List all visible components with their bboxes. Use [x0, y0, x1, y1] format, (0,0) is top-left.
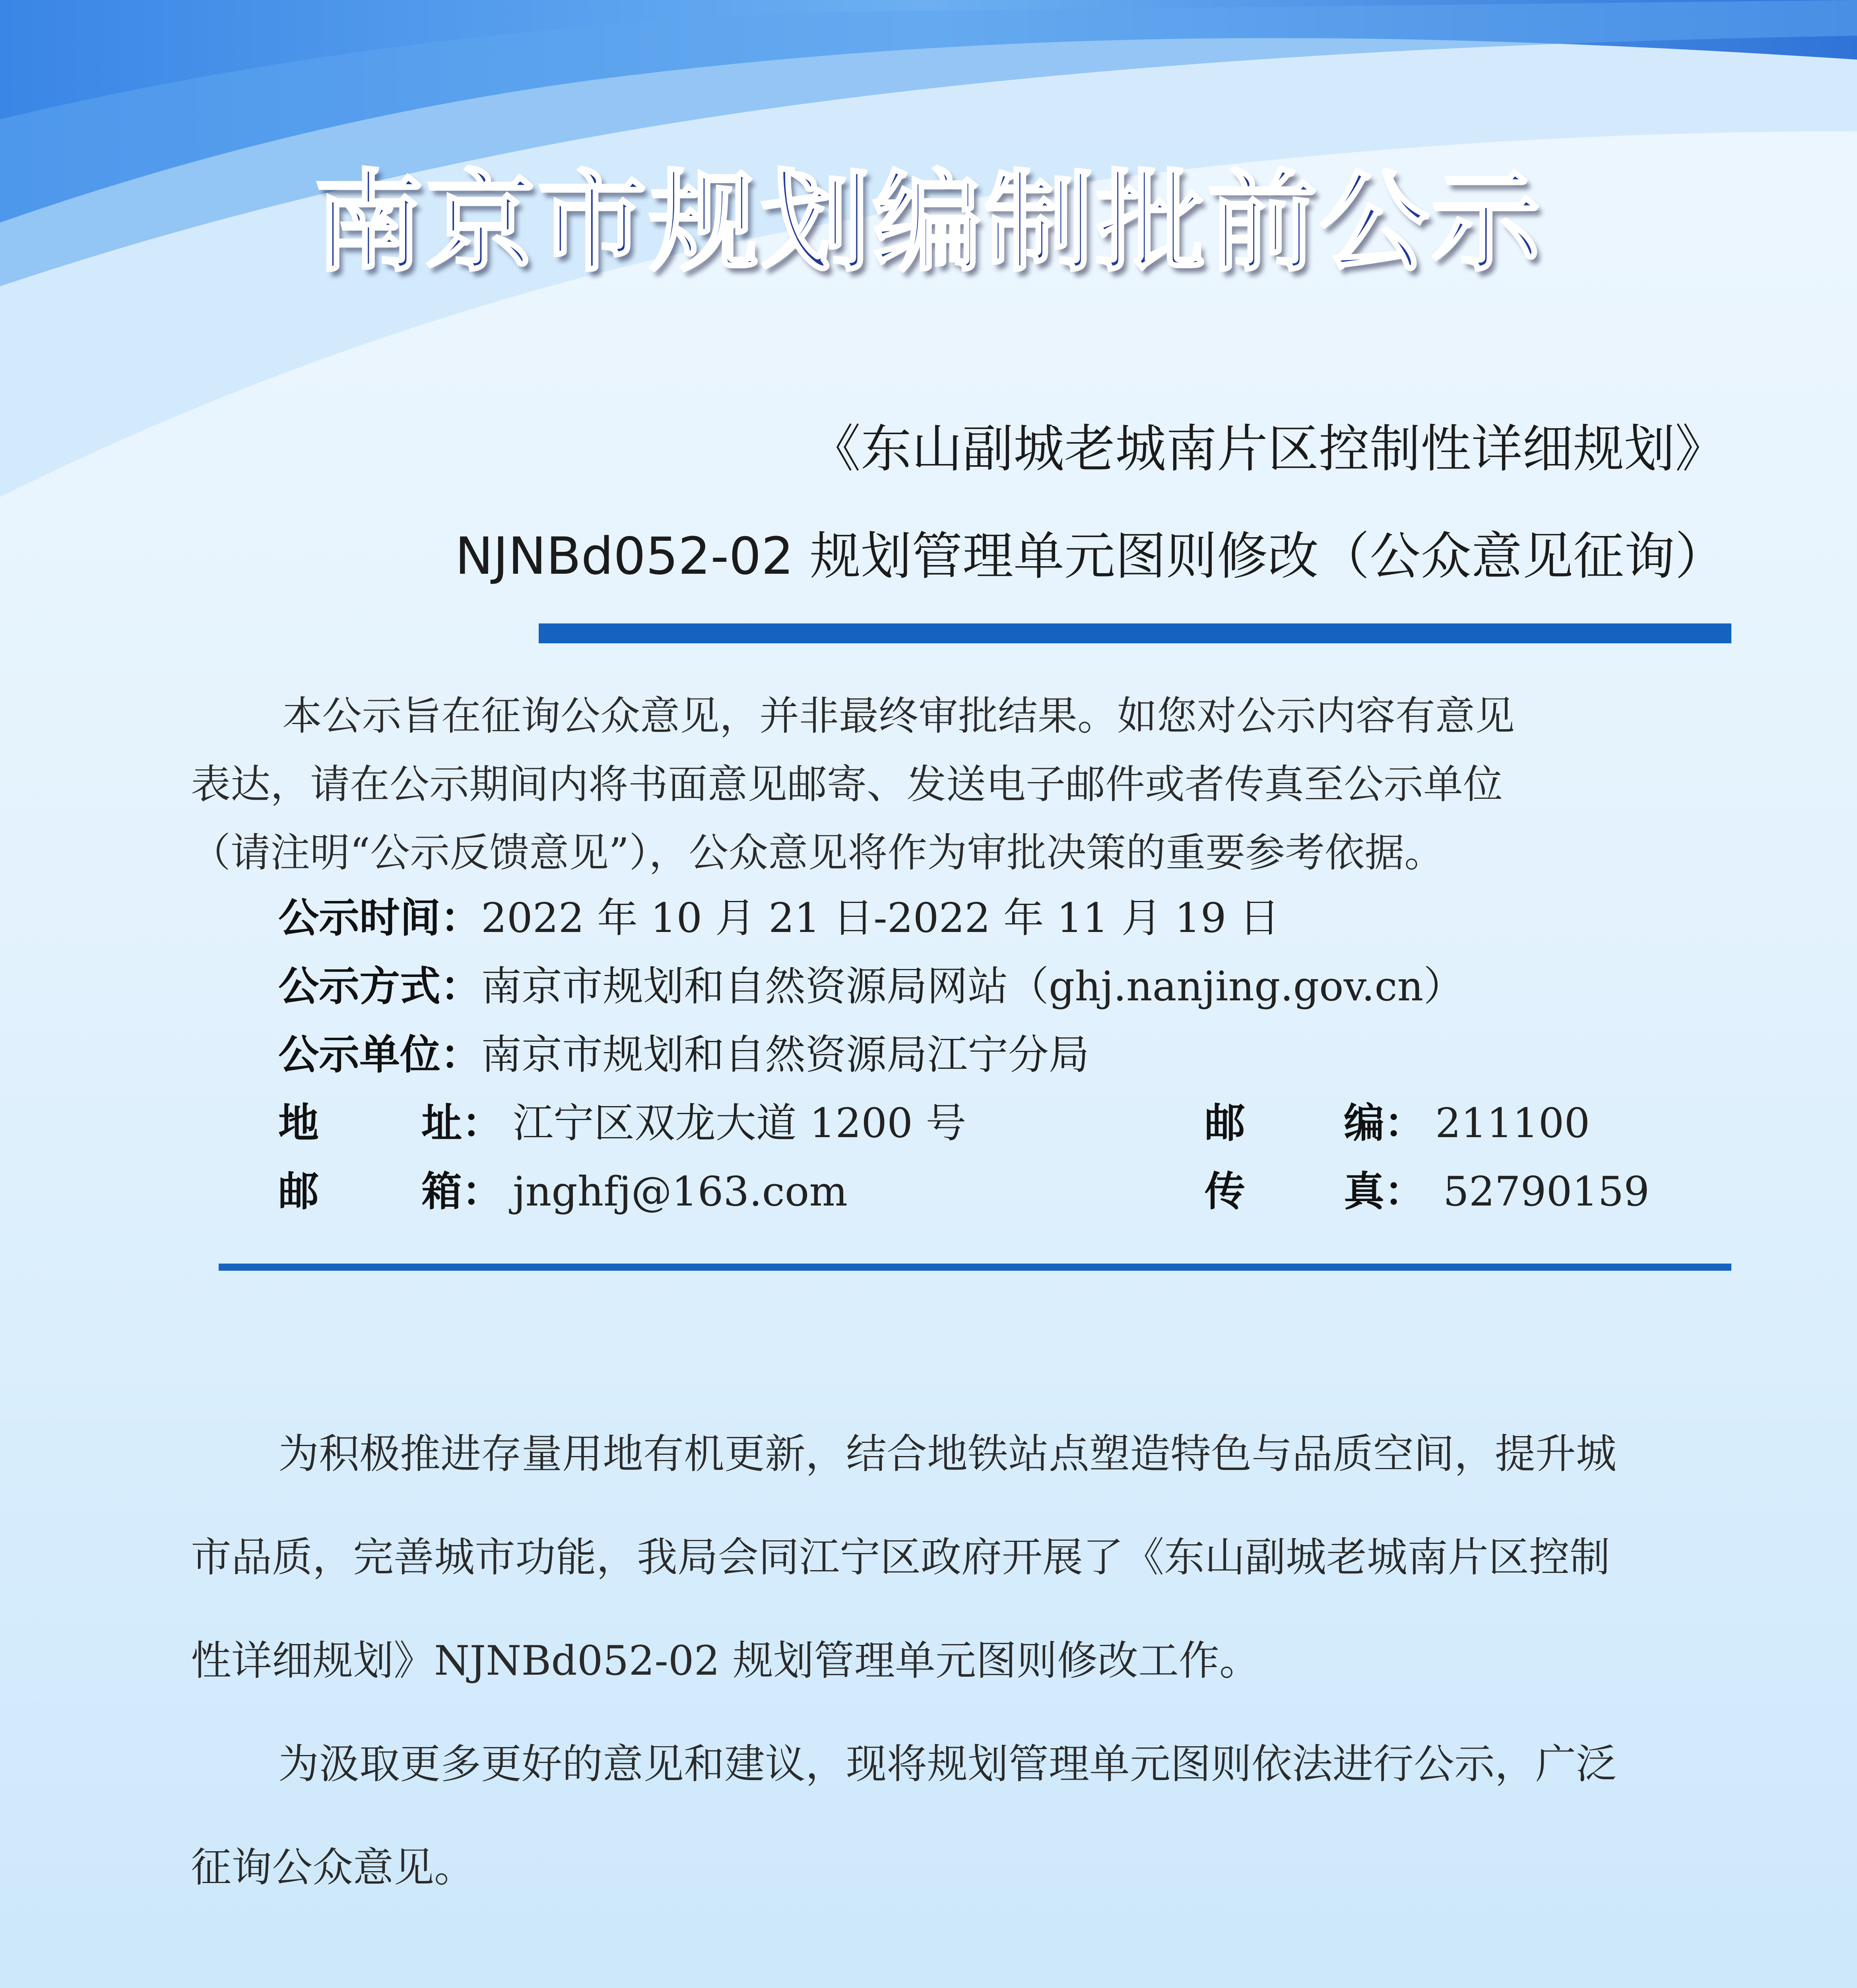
info-period-row	[278, 895, 1280, 942]
method-value: 南京市规划和自然资源局网站（ghj.nanjing.gov.cn）	[481, 963, 1464, 1010]
intro-line: 本公示旨在征询公众意见，并非最终审批结果。如您对公示内容有意见	[282, 693, 1515, 739]
unit-value: 南京市规划和自然资源局江宁分局	[481, 1031, 1089, 1079]
fax-label-b: 真：	[1344, 1168, 1425, 1215]
top-divider	[539, 623, 1731, 643]
postcode-label-b: 编：	[1344, 1100, 1425, 1147]
address-label-a: 地	[278, 1100, 319, 1147]
body-line: 为积极推进存量用地有机更新，结合地铁站点塑造特色与品质空间，提升城	[278, 1431, 1616, 1478]
postcode-value: 211100	[1435, 1100, 1590, 1147]
method-label: 公示方式：	[278, 963, 481, 1010]
body-line: 征询公众意见。	[191, 1844, 475, 1891]
postcode-label-a: 邮	[1205, 1100, 1245, 1147]
info-unit-row	[278, 1031, 1089, 1079]
email-value[interactable]: jnghfj@163.com	[513, 1168, 848, 1215]
unit-label: 公示单位：	[278, 1031, 481, 1079]
period-value: 2022 年 10 月 21 日-2022 年 11 月 19 日	[481, 895, 1280, 942]
info-divider	[219, 1264, 1731, 1271]
info-method-row	[278, 963, 1464, 1011]
fax-label-a: 传	[1205, 1168, 1245, 1215]
address-value: 江宁区双龙大道 1200 号	[513, 1100, 966, 1147]
fax-value: 52790159	[1443, 1168, 1650, 1215]
intro-line: 表达，请在公示期间内将书面意见邮寄、发送电子邮件或者传真至公示单位	[191, 761, 1503, 808]
period-label: 公示时间：	[278, 895, 481, 942]
intro-line: （请注明“公示反馈意见”），公众意见将作为审批决策的重要参考依据。	[191, 829, 1444, 876]
body-line: 性详细规划》NJNBd052-02 规划管理单元图则修改工作。	[191, 1637, 1260, 1685]
page-title: 南京市规划编制批前公示	[314, 159, 1543, 286]
body-line: 市品质，完善城市功能，我局会同江宁区政府开展了《东山副城老城南片区控制	[191, 1534, 1610, 1581]
email-label-a: 邮	[278, 1168, 319, 1215]
body-line: 为汲取更多更好的意见和建议，现将规划管理单元图则依法进行公示，广泛	[278, 1741, 1616, 1788]
subtitle-plan-unit: NJNBd052-02 规划管理单元图则修改（公众意见征询）	[455, 527, 1726, 586]
address-label-b: 址：	[421, 1100, 503, 1147]
intro-paragraph	[191, 682, 1733, 887]
subtitle-plan-name: 《东山副城老城南片区控制性详细规划》	[809, 419, 1726, 479]
email-label-b: 箱：	[421, 1168, 503, 1215]
